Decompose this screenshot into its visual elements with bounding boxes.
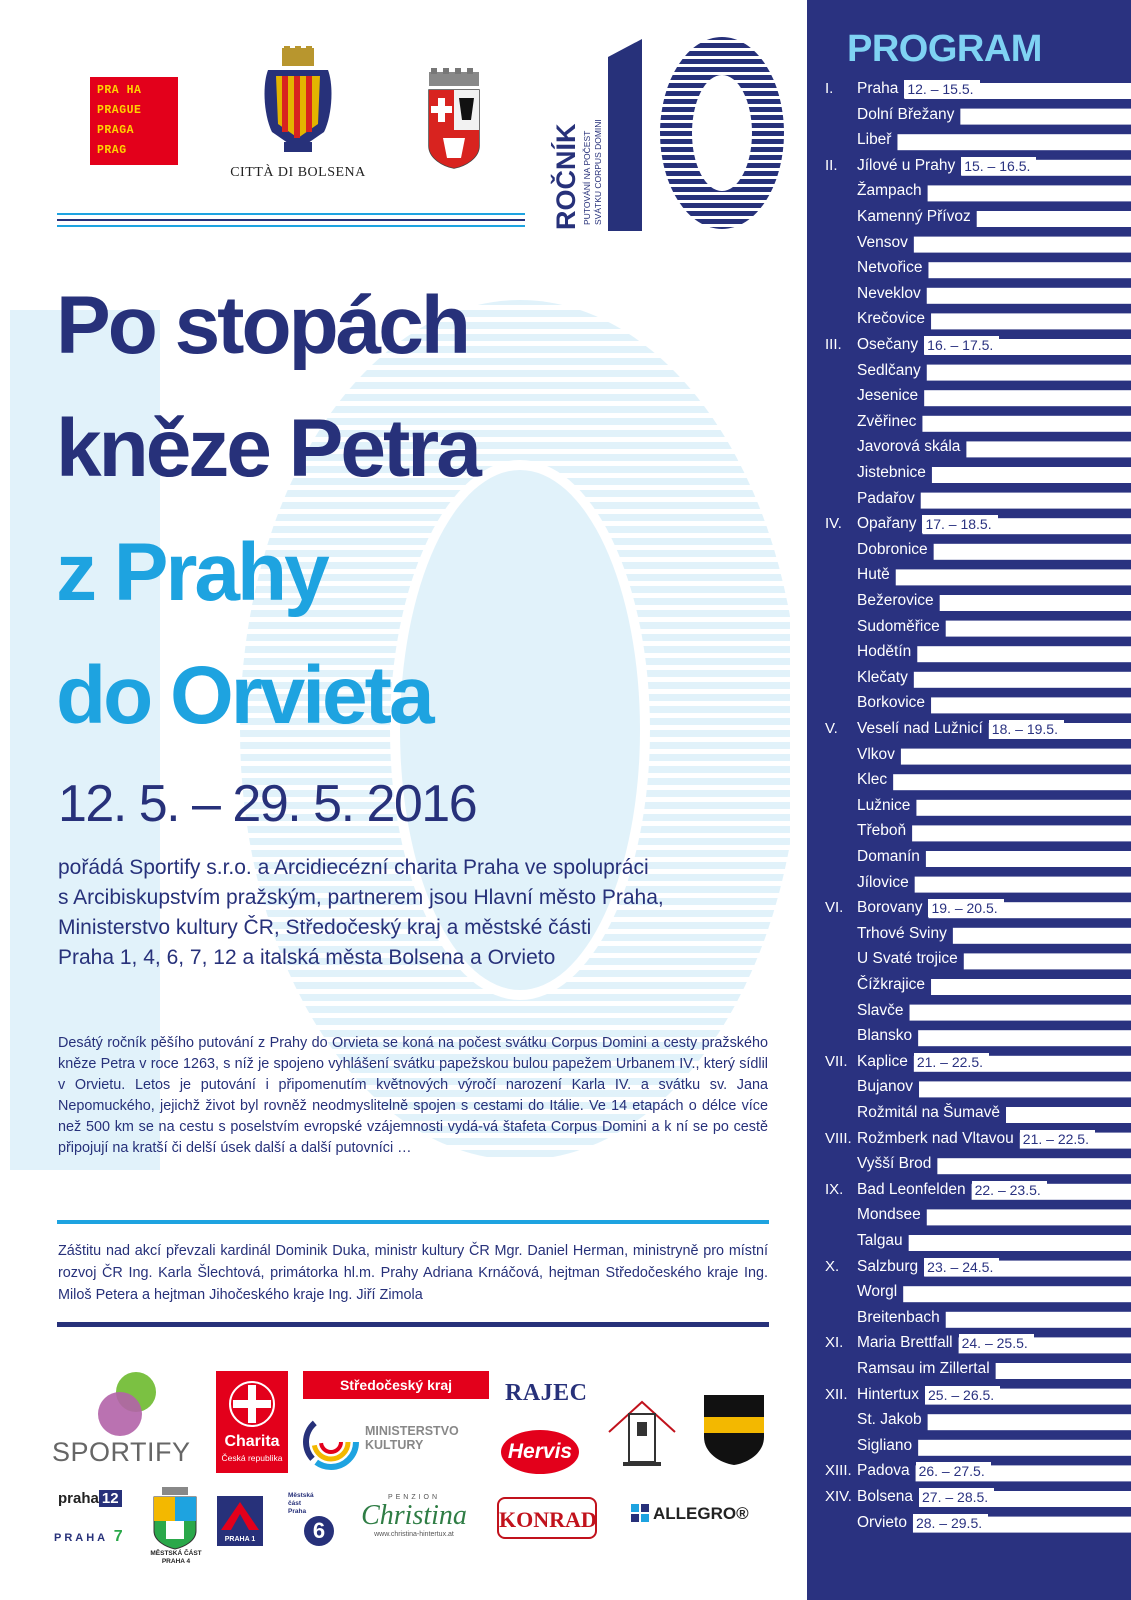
rajec-logo: RAJEC — [505, 1380, 588, 1406]
program-place: Čížkrajice — [857, 976, 926, 993]
organizers-line: s Arcibiskupstvím pražským, partnerem jsou Hlavní město Praha, — [58, 886, 664, 909]
program-stage-number: IX. — [825, 1180, 844, 1198]
program-place: Sedlčany — [857, 361, 921, 379]
program-row — [807, 332, 1131, 358]
program-row — [807, 511, 1131, 537]
program-row — [807, 537, 1131, 563]
date-range: 12. 5. – 29. 5. 2016 — [58, 775, 477, 833]
program-place: Jesenice — [857, 387, 919, 405]
program-row — [807, 1356, 1131, 1382]
program-place: Veselí nad Lužnicí — [857, 720, 983, 737]
program-place: Rožmberk nad Vltavou — [857, 1129, 1014, 1147]
program-place: Vensov — [857, 233, 908, 251]
program-date: 27. – 28.5. — [919, 1488, 994, 1506]
program-row — [807, 614, 1131, 640]
black-gold-shield-icon — [702, 1393, 766, 1467]
program-place: Bolsena — [857, 1488, 914, 1505]
program-place: Jistebnice — [857, 464, 926, 481]
program-date: 23. – 24.5. — [924, 1258, 999, 1276]
program-date: 25. – 26.5. — [925, 1386, 1000, 1404]
program-place: Slavče — [857, 1001, 904, 1019]
organizers-line: pořádá Sportify s.r.o. a Arcidiecézní charita Praha ve spolupráci — [58, 856, 649, 879]
program-place: Vlkov — [857, 745, 895, 763]
bolsena-label: CITTÀ DI BOLSENA — [230, 165, 366, 180]
badge-line2: SVÁTKU CORPUS DOMINI — [593, 119, 603, 225]
program-place: Kaplice — [857, 1052, 908, 1070]
title-line-1: Po stopách — [56, 280, 468, 371]
allegro-logo — [631, 1504, 749, 1524]
program-place: Sudoměřice — [857, 617, 940, 635]
program-row — [807, 1279, 1131, 1305]
program-place: Borkovice — [857, 694, 926, 712]
program-place: Talgau — [857, 1232, 903, 1249]
program-date: 21. – 22.5. — [914, 1053, 989, 1071]
program-place: Sigliano — [857, 1436, 913, 1454]
program-row — [807, 1433, 1131, 1459]
program-row — [807, 690, 1131, 716]
program-place: Hintertux — [857, 1385, 920, 1403]
program-place: Jílové u Prahy — [857, 156, 956, 174]
program-row — [807, 1049, 1131, 1075]
program-date: 22. – 23.5. — [972, 1181, 1047, 1199]
program-row — [807, 1484, 1131, 1510]
program-title: PROGRAM — [847, 28, 1042, 70]
program-row — [807, 1228, 1131, 1254]
praha7-number: 7 — [113, 1528, 126, 1545]
program-row — [807, 434, 1131, 460]
program-panel — [807, 0, 1131, 1600]
program-stage-number: XI. — [825, 1334, 844, 1352]
program-row — [807, 255, 1131, 281]
program-date: 18. – 19.5. — [989, 720, 1064, 738]
praha-7-logo — [54, 1528, 126, 1546]
program-stage-number: VIII. — [825, 1129, 852, 1147]
farnost-logo-icon — [601, 1392, 683, 1474]
praha-4-label: MĚSTSKÁ ČÁST PRAHA 4 — [150, 1550, 202, 1565]
program-place: Žampach — [857, 182, 922, 200]
praha-logo-line: PRAGUE — [97, 104, 142, 117]
program-row — [807, 1330, 1131, 1356]
praha-city-logo — [90, 77, 178, 165]
program-row — [807, 460, 1131, 486]
program-place: Orvieto — [857, 1513, 907, 1531]
program-row — [807, 409, 1131, 435]
praha-1-icon — [217, 1496, 263, 1534]
program-row — [807, 562, 1131, 588]
program-row — [807, 1074, 1131, 1100]
program-row — [807, 793, 1131, 819]
program-row — [807, 1023, 1131, 1049]
program-row — [807, 1382, 1131, 1408]
program-date: 12. – 15.5. — [904, 80, 979, 98]
program-place: Borovany — [857, 899, 923, 917]
praha-1-logo — [217, 1496, 263, 1546]
program-row — [807, 178, 1131, 204]
allegro-label: ALLEGRO® — [653, 1504, 749, 1523]
program-row — [807, 486, 1131, 512]
praha-6-label: Městská část Praha — [288, 1492, 314, 1515]
charita-subtitle: Česká republika — [221, 1453, 283, 1463]
program-place: Trhové Sviny — [857, 924, 947, 942]
program-row — [807, 1202, 1131, 1228]
program-stage-number: XII. — [825, 1385, 848, 1403]
program-stage-number: III. — [825, 336, 842, 353]
praha-logo-line: PRAGA — [97, 124, 135, 137]
program-place: Dolní Břežany — [857, 105, 955, 123]
program-row — [807, 844, 1131, 870]
praha7-word: PRAHA — [54, 1532, 108, 1544]
program-place: Maria Brettfall — [857, 1334, 953, 1352]
program-place: Salzburg — [857, 1257, 919, 1275]
program-place: Hutě — [857, 566, 890, 584]
program-row — [807, 946, 1131, 972]
program-place: St. Jakob — [857, 1411, 922, 1429]
program-place: Blansko — [857, 1027, 913, 1045]
organizers-text — [58, 853, 778, 973]
program-place: Padova — [857, 1462, 910, 1480]
program-place: U Svaté trojice — [857, 950, 958, 968]
program-place: Osečany — [857, 336, 919, 353]
divider-bottom — [57, 1322, 769, 1327]
program-place: Rožmitál na Šumavě — [857, 1104, 1001, 1121]
program-place: Opařany — [857, 515, 917, 533]
program-date: 19. – 20.5. — [928, 899, 1003, 917]
program-row — [807, 767, 1131, 793]
praha-logo-line: PRA HA — [97, 84, 142, 97]
program-stage-number: X. — [825, 1257, 840, 1275]
program-place: Bujanov — [857, 1078, 914, 1096]
hervis-logo: Hervis — [501, 1430, 579, 1474]
program-place: Hodětín — [857, 643, 912, 661]
program-place: Krečovice — [857, 310, 926, 328]
program-stage-number: IV. — [825, 515, 842, 533]
praha-6-logo — [288, 1492, 334, 1550]
program-place: Zvěřinec — [857, 412, 917, 430]
praha-12-logo — [58, 1490, 122, 1507]
program-place: Lužnice — [857, 796, 911, 814]
header-stripe — [57, 219, 525, 221]
bolsena-crest-icon — [260, 46, 336, 158]
program-row — [807, 230, 1131, 256]
program-place: Libeř — [857, 131, 892, 149]
orvieto-crest-icon — [425, 68, 483, 170]
program-row — [807, 127, 1131, 153]
program-place: Klečaty — [857, 668, 908, 686]
program-row — [807, 639, 1131, 665]
program-row — [807, 921, 1131, 947]
organizers-line: Ministerstvo kultury ČR, Středočeský kraj a městské části — [58, 916, 592, 939]
title-line-4: do Orvieta — [56, 650, 432, 741]
program-place: Breitenbach — [857, 1308, 940, 1326]
charita-logo — [216, 1371, 288, 1473]
program-row — [807, 588, 1131, 614]
praha-logo-line: PRAG — [97, 144, 127, 157]
divider-top — [57, 1220, 769, 1224]
program-place: Worgl — [857, 1283, 898, 1301]
program-row — [807, 1100, 1131, 1126]
christina-url: www.christina-hintertux.at — [374, 1531, 454, 1538]
sportify-logo-icon — [92, 1370, 164, 1438]
ministerstvo-kultury-icon — [303, 1414, 359, 1470]
program-row — [807, 102, 1131, 128]
konrad-logo: KONRAD — [497, 1497, 597, 1539]
charita-cross-icon — [228, 1379, 276, 1429]
program-stage-number: V. — [825, 720, 838, 737]
program-row — [807, 153, 1131, 179]
program-date: 21. – 22.5. — [1020, 1130, 1095, 1148]
allegro-icon — [631, 1504, 649, 1522]
program-row — [807, 1254, 1131, 1280]
program-date: 15. – 16.5. — [961, 157, 1036, 175]
program-row — [807, 1510, 1131, 1536]
program-place: Mondsee — [857, 1206, 921, 1224]
stredocesky-kraj-logo: Středočeský kraj — [303, 1371, 489, 1399]
program-row — [807, 1458, 1131, 1484]
program-row — [807, 204, 1131, 230]
program-row — [807, 1177, 1131, 1203]
rocnik-10-badge — [550, 35, 786, 235]
program-place: Kamenný Přívoz — [857, 208, 971, 225]
praha-6-number: 6 — [304, 1516, 334, 1546]
program-stage-number: VI. — [825, 899, 844, 917]
program-row — [807, 895, 1131, 921]
program-row — [807, 1305, 1131, 1331]
header-stripe — [57, 225, 525, 227]
program-row — [807, 383, 1131, 409]
program-place: Jílovice — [857, 873, 909, 891]
program-place: Netvořice — [857, 259, 923, 277]
program-stage-number: XIV. — [825, 1488, 852, 1505]
charita-name: Charita — [224, 1433, 280, 1450]
program-place: Dobronice — [857, 540, 928, 558]
program-place: Ramsau im Zillertal — [857, 1360, 990, 1377]
program-date: 17. – 18.5. — [922, 515, 997, 533]
program-row — [807, 665, 1131, 691]
program-date: 28. – 29.5. — [913, 1514, 988, 1532]
program-row — [807, 1126, 1131, 1152]
title-line-3: z Prahy — [56, 527, 327, 618]
program-row — [807, 281, 1131, 307]
program-row — [807, 998, 1131, 1024]
program-row — [807, 716, 1131, 742]
program-row — [807, 76, 1131, 102]
description-paragraph: Desátý ročník pěšího putování z Prahy do Orvieta se koná na počest svátku Corpus Domini a cesty pražského kněze Petra v roce 1263, s níž je spojeno vyhlášení svátku papežskou bulou papežem Urbanem IV., který sídlil v Orvietu. Letos je putování i připomenutím květnových výročí narození Karla IV. a svátku sv. Jana Nepomuckého, jejichž život byl rovněž neodmyslitelně spojen s cestami do Itálie. Ve 14 etapách o délce více než 500 km se na cestu s poselstvím evropské vzájemnosti vydá-vá štafeta Corpus Domini a k ní se po cestě připojují na kratší či delší úsek další a další putovníci … — [58, 1035, 768, 1156]
title-line-2: kněze Petra — [56, 403, 479, 494]
ministerstvo-kultury-label: MINISTERSTVO KULTURY — [365, 1424, 459, 1452]
sportify-label: SPORTIFY — [52, 1437, 191, 1467]
organizers-line: Praha 1, 4, 6, 7, 12 a italská města Bolsena a Orvieto — [58, 946, 556, 969]
program-date: 24. – 25.5. — [959, 1334, 1034, 1352]
program-row — [807, 818, 1131, 844]
praha-4-crest-icon — [148, 1485, 202, 1553]
badge-line1: PUTOVÁNÍ NA POČEST — [582, 130, 592, 225]
header-stripe — [57, 213, 525, 215]
program-place: Praha — [857, 80, 899, 97]
program-row — [807, 1407, 1131, 1433]
praha12-number: 12 — [99, 1490, 122, 1507]
patronage-paragraph: Záštitu nad akcí převzali kardinál Dominik Duka, ministr kultury ČR Mgr. Daniel Herman, ministryně pro místní rozvoj ČR Ing. Karla Šlechtová, primátorka hl.m. Prahy Adriana Krnáčová, hejtman Středočeského kraje Ing. Miloš Petera a hejtman Jihočeského kraje Ing. Jiří Zimola — [58, 1243, 768, 1303]
program-place: Neveklov — [857, 284, 921, 302]
praha-1-label: PRAHA 1 — [217, 1534, 263, 1546]
program-row — [807, 742, 1131, 768]
program-row — [807, 306, 1131, 332]
badge-word: ROČNÍK — [551, 123, 581, 230]
program-date: 16. – 17.5. — [924, 336, 999, 354]
christina-top: PENZION — [387, 1494, 441, 1501]
praha12-word: praha — [58, 1490, 99, 1507]
program-place: Padařov — [857, 489, 915, 507]
program-place: Vyšší Brod — [857, 1155, 932, 1173]
program-place: Domanín — [857, 848, 920, 865]
penzion-christina-logo — [355, 1494, 473, 1544]
program-row — [807, 972, 1131, 998]
program-place: Javorová skála — [857, 438, 961, 456]
program-place: Třeboň — [857, 822, 907, 840]
program-date: 26. – 27.5. — [916, 1462, 991, 1480]
program-place: Klec — [857, 771, 888, 789]
christina-name: Christina — [361, 1500, 467, 1531]
program-row — [807, 870, 1131, 896]
program-row — [807, 358, 1131, 384]
program-stage-number: XIII. — [825, 1462, 852, 1480]
program-place: Bežerovice — [857, 592, 934, 609]
program-stage-number: I. — [825, 80, 834, 97]
program-row — [807, 1151, 1131, 1177]
program-stage-number: VII. — [825, 1052, 848, 1070]
program-stage-number: II. — [825, 156, 838, 174]
program-place: Bad Leonfelden — [857, 1180, 966, 1198]
